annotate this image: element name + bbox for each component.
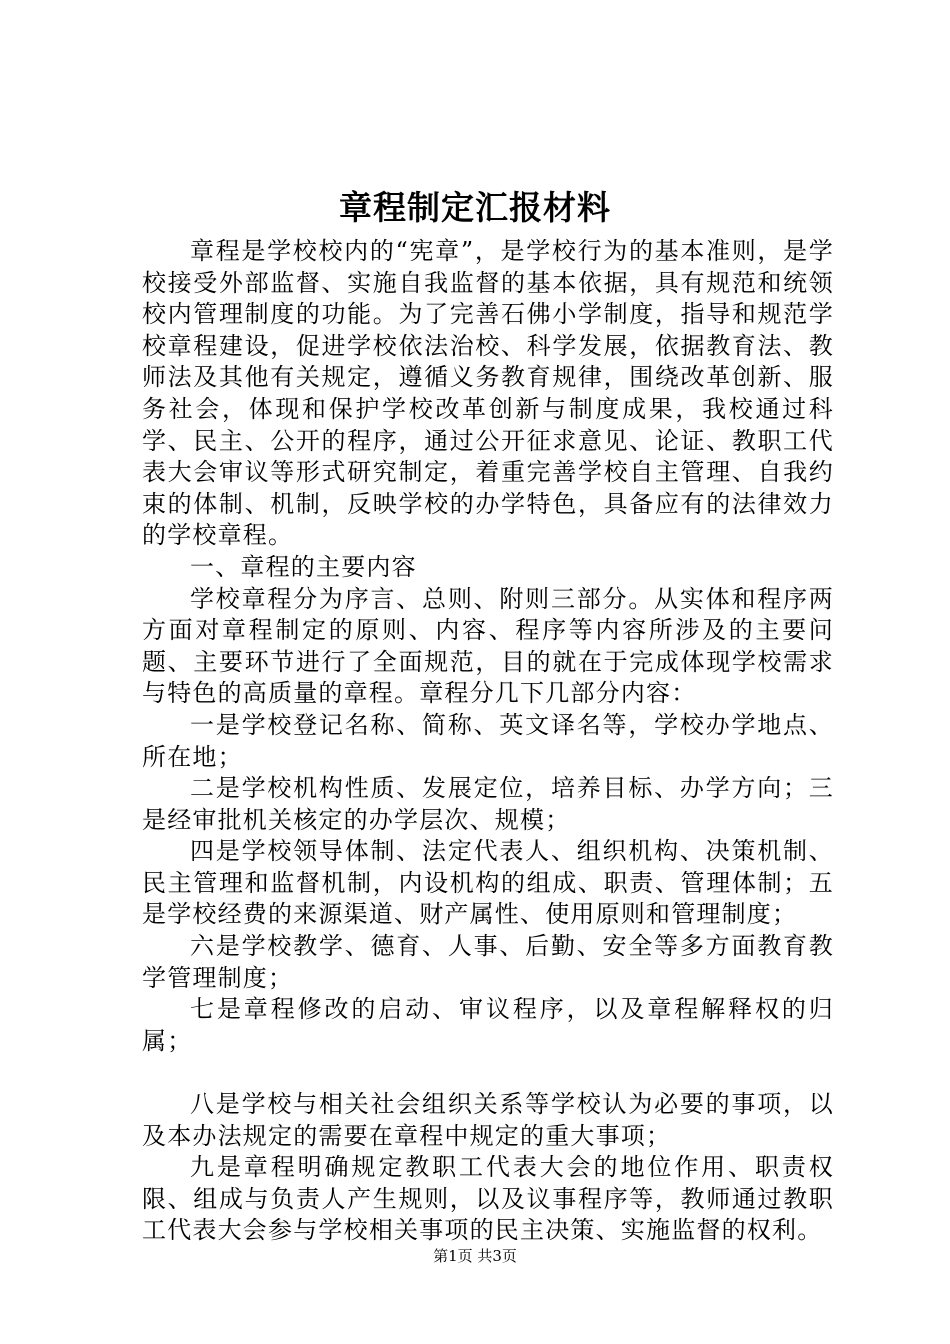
list-item-4: 四是学校领导体制、法定代表人、组织机构、决策机制、民主管理和监督机制，内设机构的组成、职责、管理体制；五是学校经费的来源渠道、财产属性、使用原则和管理制度； bbox=[142, 837, 834, 929]
list-item-1: 一是学校登记名称、简称、英文译名等，学校办学地点、所在地； bbox=[142, 710, 834, 771]
section-heading: 一、章程的主要内容 bbox=[190, 552, 417, 581]
page-footer: 第1页 共3页 bbox=[433, 1247, 517, 1265]
list-item-9: 九是章程明确规定教职工代表大会的地位作用、职责权限、组成与负责人产生规则，以及议事程序等，教师通过教职工代表大会参与学校相关事项的民主决策、实施监督的权利。 bbox=[142, 1153, 834, 1245]
list-item-8: 八是学校与相关社会组织关系等学校认为必要的事项，以及本办法规定的需要在章程中规定的重大事项； bbox=[142, 1090, 834, 1150]
document-body bbox=[142, 236, 834, 1247]
list-item-7: 七是章程修改的启动、审议程序，以及章程解释权的归属； bbox=[142, 995, 834, 1055]
paragraph-intro: 章程是学校校内的“宪章”，是学校行为的基本准则，是学校接受外部监督、实施自我监督的基本依据，具有规范和统领校内管理制度的功能。为了完善石佛小学制度，指导和规范学校章程建设，促进学校依法治校、科学发展，依据教育法、教师法及其他有关规定，遵循义务教育规律，围绕改革创新、服务社会，体现和保护学校改革创新与制度成果，我校通过科学、民主、公开的程序，通过公开征求意见、论证、教职工代表大会审议等形式研究制定，着重完善学校自主管理、自我约束的体制、机制，反映学校的办学特色，具备应有的法律效力的学校章程。 bbox=[142, 237, 834, 550]
paragraph-overview: 学校章程分为序言、总则、附则三部分。从实体和程序两方面对章程制定的原则、内容、程序等内容所涉及的主要问题、主要环节进行了全面规范，目的就在于完成体现学校需求与特色的高质量的章程。章程分几下几部分内容： bbox=[142, 584, 834, 708]
list-item-2: 二是学校机构性质、发展定位，培养目标、办学方向；三是经审批机关核定的办学层次、规模； bbox=[142, 774, 834, 834]
list-item-6: 六是学校教学、德育、人事、后勤、安全等多方面教育教学管理制度； bbox=[142, 932, 834, 992]
document-title: 章程制定汇报材料 bbox=[339, 188, 611, 227]
